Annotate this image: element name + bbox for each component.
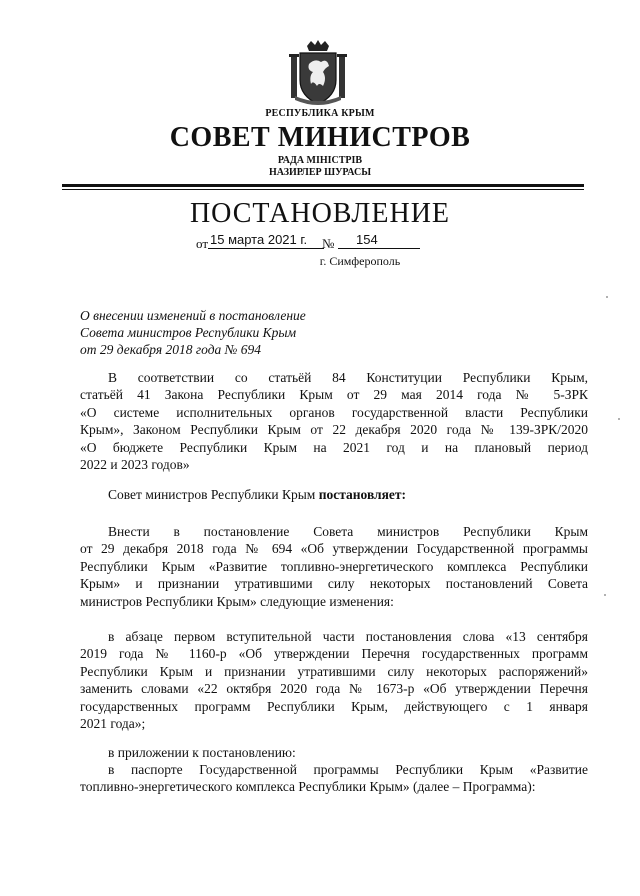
header-divider-thin bbox=[62, 189, 584, 190]
decree-number: 154 bbox=[356, 232, 378, 247]
decree-city: г. Симферополь bbox=[319, 254, 401, 268]
paragraph-line: в абзаце первом вступительной части постановления слова «13 сентября bbox=[108, 629, 588, 644]
decree-date: 15 марта 2021 г. bbox=[210, 232, 308, 247]
preamble-paragraph bbox=[80, 369, 588, 473]
header-divider-thick bbox=[62, 184, 584, 187]
paragraph-line: топливно-энергетического комплекса Республики Крым» (далее – Программа): bbox=[80, 779, 536, 795]
paragraph-line: «О системе исполнительных органов государственной власти Республики bbox=[80, 404, 588, 420]
paragraph-line: 2021 года»; bbox=[80, 716, 146, 732]
council-title: СОВЕТ МИНИСТРОВ bbox=[169, 122, 471, 153]
paragraph-line: министров Республики Крым» следующие изменения: bbox=[80, 593, 394, 609]
subject-line: О внесении изменений в постановление bbox=[80, 308, 306, 323]
decree-subject bbox=[80, 307, 380, 358]
number-underline bbox=[338, 248, 420, 249]
paragraph-line: Внести в постановление Совета министров Республики Крым bbox=[108, 524, 588, 539]
paragraph-line: от 29 декабря 2018 года № 694 «Об утверждении Государственной программы bbox=[80, 541, 588, 557]
scan-speck bbox=[606, 296, 608, 298]
resolution-text: Совет министров Республики Крым bbox=[108, 487, 319, 502]
amendment-item-paragraph bbox=[80, 628, 588, 732]
paragraph-line: заменить словами «22 октября 2020 года № 1673-р «Об утверждении Перечня bbox=[80, 681, 588, 697]
amendment-paragraph bbox=[80, 523, 588, 610]
paragraph-line: «О бюджете Республики Крым на 2021 год и на плановый период bbox=[80, 439, 588, 455]
republic-name: РЕСПУБЛИКА КРЫМ bbox=[265, 108, 375, 119]
scan-speck bbox=[604, 594, 606, 596]
paragraph-line: Крым», Законом Республики Крым от 22 декабря 2020 года № 139-ЗРК/2020 bbox=[80, 422, 588, 438]
paragraph-line: Крым» и признании утратившими силу некоторых постановлений Совета bbox=[80, 576, 588, 592]
resolution-statement bbox=[108, 486, 588, 503]
document-type: ПОСТАНОВЛЕНИЕ bbox=[189, 198, 451, 229]
crimea-coat-of-arms-icon bbox=[289, 40, 347, 106]
paragraph-line: 2022 и 2023 годов» bbox=[80, 457, 190, 473]
paragraph-line: статьёй 41 Закона Республики Крым от 29 мая 2014 года № 5-ЗРК bbox=[80, 387, 588, 403]
scan-speck bbox=[618, 418, 620, 420]
passport-paragraph bbox=[80, 761, 588, 796]
resolution-verb: постановляет: bbox=[318, 487, 407, 502]
subject-line: Совета министров Республики Крым bbox=[80, 325, 297, 340]
decree-date-line bbox=[196, 232, 422, 250]
council-title-ua: РАДА МІНІСТРІВ bbox=[277, 155, 363, 166]
date-underline bbox=[208, 248, 324, 249]
subject-line: от 29 декабря 2018 года № 694 bbox=[80, 342, 261, 357]
number-prefix: № bbox=[322, 236, 335, 251]
date-prefix: от bbox=[196, 236, 209, 251]
appendix-intro: в приложении к постановлению: bbox=[108, 745, 296, 760]
paragraph-line: Республики Крым «Развитие топливно-энергетического комплекса Республики bbox=[80, 558, 588, 574]
paragraph-line: государственных программ Республики Крым, действующего с 1 января bbox=[80, 698, 588, 714]
paragraph-line: В соответствии со статьёй 84 Конституции Республики Крым, bbox=[108, 370, 588, 385]
council-title-crh: НАЗИРЛЕР ШУРАСЫ bbox=[268, 167, 372, 178]
paragraph-line: 2019 года № 1160-р «Об утверждении Перечня государственных программ bbox=[80, 646, 588, 662]
paragraph-line: Республики Крым и признании утратившими силу некоторых распоряжений» bbox=[80, 663, 588, 679]
paragraph-line: в паспорте Государственной программы Республики Крым «Развитие bbox=[108, 762, 588, 777]
